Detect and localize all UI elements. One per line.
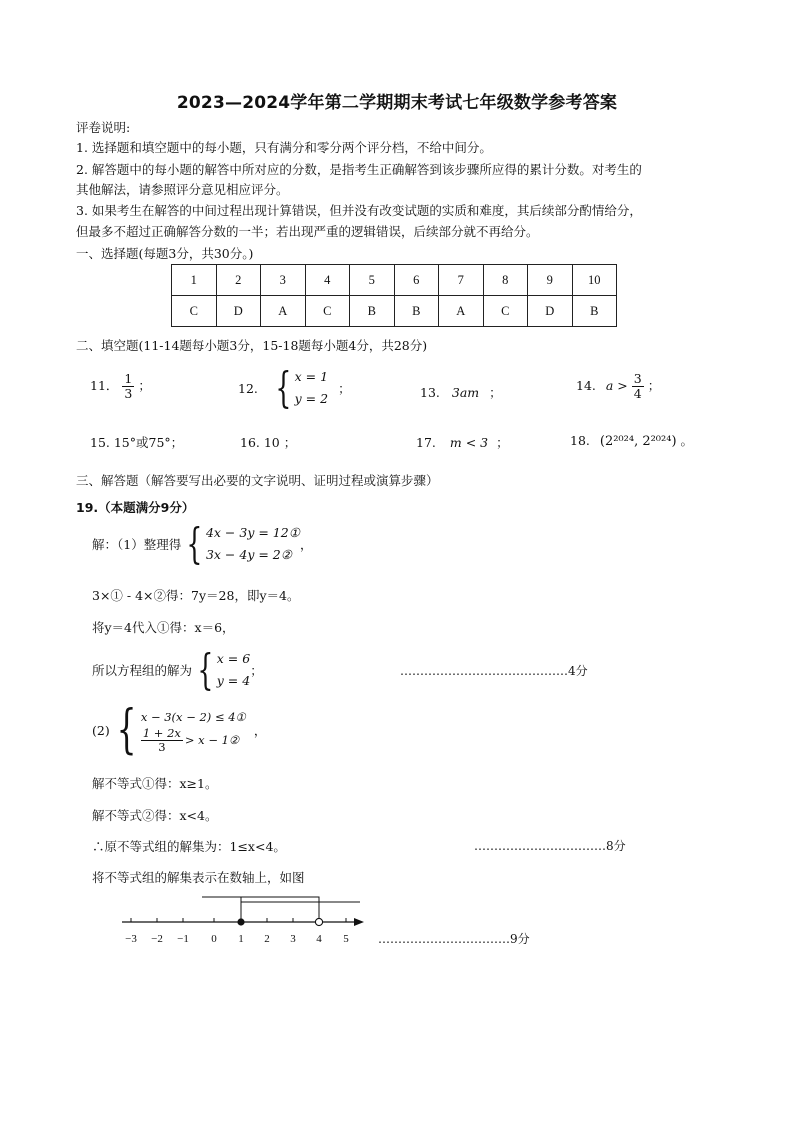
- q12-num: 12.: [238, 380, 258, 396]
- q11-num: 11．: [90, 377, 119, 393]
- tick-label: 4: [316, 933, 322, 945]
- q14: [576, 372, 660, 401]
- score-4: ……………………………………4分: [400, 664, 588, 678]
- q19-part2-numerator: 1 + 2x: [142, 725, 181, 740]
- note-item-2-cont: 其他解法，请参照评分意见相应评分。: [76, 182, 289, 197]
- q12-end: ；: [338, 381, 351, 396]
- q18: [570, 431, 693, 449]
- answer-choice: C: [172, 296, 217, 327]
- number-line: [118, 892, 378, 952]
- q19-part2-eq2-rest: > x − 1②: [184, 733, 240, 747]
- q19-part1-intro: 解：（1）整理得: [92, 537, 182, 552]
- note-item-3: 3. 如果考生在解答的中间过程出现计算错误，但并没有改变试题的实质和难度，其后续部分酌情给分，: [76, 203, 642, 218]
- q19-part1: [92, 519, 313, 568]
- answer-num: 2: [216, 265, 261, 296]
- section1-heading: 一、选择题(每题3分，共30分。): [76, 246, 254, 261]
- q11: [90, 372, 151, 401]
- tick-label: 1: [238, 933, 244, 945]
- q17-end: ；: [496, 435, 509, 450]
- q19-step3-intro: 所以方程组的解为: [92, 663, 193, 678]
- q19-part2: [92, 700, 267, 760]
- ray-x-ge-1: [241, 902, 360, 922]
- q14-fraction: [632, 372, 644, 401]
- tick-label: 2: [264, 933, 270, 945]
- answer-num: 3: [261, 265, 306, 296]
- notes-heading: 评卷说明:: [76, 120, 131, 135]
- answer-choice: A: [439, 296, 484, 327]
- q19-part1-comma: ，: [299, 537, 313, 552]
- score-8: ……………………………8分: [474, 839, 626, 853]
- q19-ineq2: 解不等式②得：x<4。: [92, 808, 218, 823]
- section3-heading: 三、解答题（解答要写出必要的文字说明、证明过程或演算步骤）: [76, 473, 439, 488]
- q17-value: m < 3: [449, 435, 489, 450]
- ray-x-lt-4: [202, 897, 319, 917]
- tick-label: −2: [151, 933, 163, 945]
- note-item-1: 1. 选择题和填空题中的每小题，只有满分和零分两个评分档，不给中间分。: [76, 140, 492, 155]
- tick-label: 5: [343, 933, 349, 945]
- q12: [238, 363, 351, 412]
- answer-choice: B: [350, 296, 395, 327]
- section2-heading: 二、填空题(11-14题每小题3分，15-18题每小题4分，共28分): [76, 338, 428, 353]
- q14-denominator: 4: [633, 385, 642, 401]
- answer-choice: C: [483, 296, 528, 327]
- q19-part2-fraction: [141, 727, 183, 753]
- q11-fraction: [122, 372, 134, 401]
- q18-num: 18.: [570, 433, 590, 448]
- brace-icon: {: [275, 363, 292, 412]
- tick-label: 3: [290, 933, 296, 945]
- answer-num: 5: [350, 265, 395, 296]
- q19-part2-label: (2): [92, 722, 110, 738]
- tick-label: −1: [177, 933, 189, 945]
- q13: [420, 383, 502, 401]
- q19-step3-eq2: y = 4: [216, 673, 251, 688]
- q19-part1-eq2: 3x − 4y = 2②: [205, 547, 292, 562]
- q19-step1: 3×① - 4×②得：7y＝28，即y＝4。: [92, 588, 300, 603]
- q19-solution: ∴原不等式组的解集为：1≤x<4。: [92, 839, 286, 854]
- q18-value: (2²⁰²⁴, 2²⁰²⁴): [599, 434, 677, 449]
- q19-heading: 19.（本题满分9分）: [76, 500, 195, 515]
- answer-num: 6: [394, 265, 439, 296]
- q19-step3: [92, 645, 263, 694]
- answer-choice: D: [528, 296, 573, 327]
- q14-lhs: a >: [605, 377, 628, 393]
- answer-choice: B: [394, 296, 439, 327]
- answer-num: 9: [528, 265, 573, 296]
- q12-line2: y = 2: [294, 391, 329, 406]
- closed-point-1: [237, 918, 244, 925]
- q13-end: ；: [489, 385, 502, 400]
- answer-table: [171, 264, 617, 327]
- answer-choice: D: [216, 296, 261, 327]
- q15: 15. 15°或75°；: [90, 435, 184, 450]
- q19-part2-comma: ，: [253, 723, 267, 738]
- note-item-2: 2. 解答题中的每小题的解答中所对应的分数，是指考生正确解答到该步骤所应得的累计分数。对考生的: [76, 162, 642, 177]
- q19-ineq1: 解不等式①得：x≥1。: [92, 776, 218, 791]
- answer-choice: B: [572, 296, 617, 327]
- brace-icon: {: [197, 645, 214, 694]
- brace-icon: {: [116, 700, 137, 760]
- answer-table-row-numbers: [172, 265, 617, 296]
- q19-part2-eq1: x − 3(x − 2) ≤ 4①: [140, 709, 246, 724]
- answer-num: 4: [305, 265, 350, 296]
- q19-step3-end: ；: [250, 663, 263, 678]
- answer-choice: C: [305, 296, 350, 327]
- q11-denominator: 3: [124, 385, 133, 401]
- q11-numerator: 1: [124, 371, 133, 386]
- brace-icon: {: [186, 519, 203, 568]
- open-point-4: [315, 918, 322, 925]
- q14-num: 14.: [576, 377, 596, 393]
- tick-label: 0: [211, 933, 217, 945]
- score-9: ……………………………9分: [378, 932, 530, 946]
- page-title: 2023—2024学年第二学期期末考试七年级数学参考答案: [176, 93, 618, 113]
- answer-choice: A: [261, 296, 306, 327]
- q18-end: 。: [680, 433, 694, 448]
- answer-num: 1: [172, 265, 217, 296]
- q19-step3-eq1: x = 6: [216, 651, 251, 666]
- answer-num: 10: [572, 265, 617, 296]
- q17: [416, 433, 509, 451]
- q13-num: 13.: [420, 385, 440, 400]
- q19-step2: 将y＝4代入①得：x＝6，: [92, 620, 235, 635]
- q19-part2-denominator: 3: [158, 739, 166, 754]
- note-item-3-cont: 但最多不超过正确解答分数的一半；若出现严重的逻辑错误，后续部分就不再给分。: [76, 224, 539, 239]
- answer-num: 7: [439, 265, 484, 296]
- q14-end: ；: [647, 377, 661, 393]
- q11-end: ；: [138, 377, 151, 393]
- q17-num: 17.: [416, 435, 436, 450]
- answer-table-row-answers: [172, 296, 617, 327]
- axis-arrow-icon: [354, 918, 364, 926]
- answer-num: 8: [483, 265, 528, 296]
- q19-part1-eq1: 4x − 3y = 12①: [205, 525, 300, 540]
- q19-numberline-intro: 将不等式组的解集表示在数轴上，如图: [92, 870, 305, 885]
- q12-line1: x = 1: [294, 369, 329, 384]
- q14-numerator: 3: [633, 371, 642, 386]
- tick-label: −3: [125, 933, 137, 945]
- q16: 16. 10 ；: [240, 435, 297, 450]
- q13-value: 3am: [451, 385, 480, 400]
